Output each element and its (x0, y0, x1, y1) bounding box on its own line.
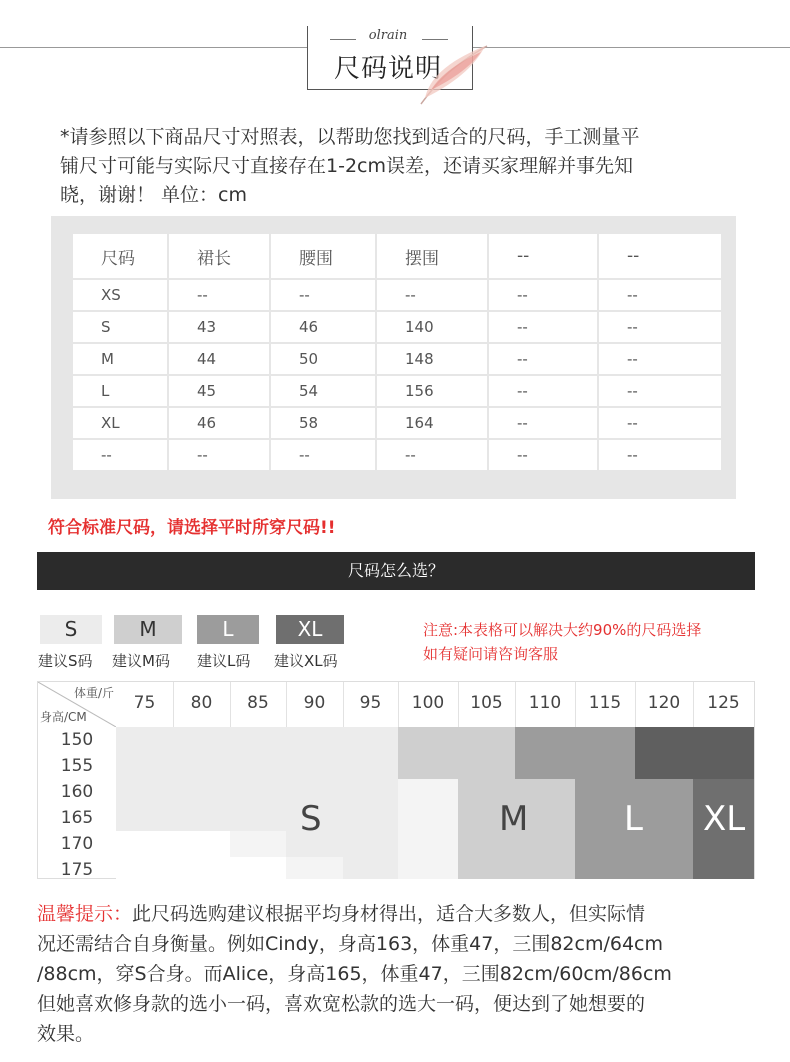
table-cell: -- (599, 344, 721, 374)
chart-cell (635, 831, 693, 857)
page-title: 尺码说明 (333, 54, 442, 84)
chart-cell (116, 753, 173, 779)
table-cell: -- (377, 280, 487, 310)
tip-line (37, 899, 767, 929)
table-row (73, 344, 721, 374)
chart-cell (173, 805, 230, 831)
size-recommendation-chart (37, 681, 755, 879)
legend-label-m: 建议M码 (112, 652, 170, 670)
table-cell: 46 (271, 312, 375, 342)
height-tick-label: 170 (60, 834, 94, 854)
table-cell: -- (169, 280, 269, 310)
chart-cell (230, 805, 286, 831)
chart-cell (398, 831, 458, 857)
weight-tick-label: 85 (247, 693, 269, 713)
chart-cell (635, 727, 693, 753)
weight-tick-label: 75 (133, 693, 156, 713)
chart-cell (116, 805, 173, 831)
weight-tick-label: 125 (707, 693, 740, 713)
table-row (73, 312, 721, 342)
chart-cell (230, 831, 286, 857)
weight-tick-label: 120 (647, 693, 681, 713)
table-cell: -- (599, 376, 721, 406)
section-title-bar: 尺码怎么选？ (37, 552, 755, 590)
table-cell: -- (73, 440, 167, 470)
tip-line: 但她喜欢修身款的选小一码，喜欢宽松款的选大一码，便达到了她想要的 (37, 993, 646, 1015)
height-tick-label: 165 (60, 808, 94, 828)
chart-cell (116, 779, 173, 805)
chart-cell (515, 857, 575, 879)
table-cell: 45 (169, 376, 269, 406)
table-cell: -- (271, 440, 375, 470)
table-cell: -- (489, 376, 597, 406)
header-separator (343, 682, 344, 727)
weight-tick-label: 105 (470, 693, 503, 713)
corner-height-label: 身高/CM (40, 710, 87, 724)
region-label-s: S (300, 799, 322, 839)
region-label-xl: XL (703, 799, 746, 839)
tip-line: /88cm，穿S合身。而Alice，身高165，体重47，三围82cm/60cm/86cm (37, 963, 672, 985)
legend-swatch-l: L (197, 615, 259, 644)
standard-size-warning: 符合标准尺码，请选择平时所穿尺码!! (48, 518, 336, 538)
weight-tick-label: 80 (190, 693, 213, 713)
header-rule-right (473, 47, 790, 48)
height-tick-label: 150 (60, 730, 94, 750)
legend-label-xl: 建议XL码 (274, 652, 338, 670)
chart-cell (635, 805, 693, 831)
region-label-m: M (499, 799, 529, 839)
corner-weight-label: 体重/斤 (73, 686, 114, 700)
header-separator (575, 682, 576, 727)
height-tick-label: 160 (60, 782, 94, 802)
table-cell: 54 (271, 376, 375, 406)
table-cell: 156 (377, 376, 487, 406)
table-cell: -- (489, 440, 597, 470)
chart-cell (398, 857, 458, 879)
table-cell: 140 (377, 312, 487, 342)
table-header-row (73, 234, 721, 278)
table-cell: L (73, 376, 167, 406)
table-cell: -- (489, 344, 597, 374)
weight-tick-label: 100 (411, 693, 445, 713)
chart-cell (398, 727, 458, 753)
header-separator (230, 682, 231, 727)
table-cell: -- (489, 280, 597, 310)
table-cell: M (73, 344, 167, 374)
table-cell: -- (599, 408, 721, 438)
header-rule-left (0, 47, 307, 48)
header-separator (693, 682, 694, 727)
tip-line: 况还需结合自身衡量。例如Cindy，身高163，体重47，三围82cm/64cm (37, 933, 663, 955)
chart-cell (398, 805, 458, 831)
chart-cell (116, 727, 173, 753)
legend-swatch-xl: XL (276, 615, 344, 644)
chart-cell (343, 753, 398, 779)
legend-swatch-m: M (114, 615, 182, 644)
note-line: 如有疑问请咨询客服 (423, 645, 559, 663)
table-cell: 46 (169, 408, 269, 438)
chart-cell (116, 831, 173, 857)
table-cell: -- (377, 440, 487, 470)
legend-label-s: 建议S码 (38, 652, 93, 670)
table-cell: XL (73, 408, 167, 438)
chart-cell (398, 753, 458, 779)
table-cell: 58 (271, 408, 375, 438)
chart-cell (173, 727, 230, 753)
header-separator (286, 682, 287, 727)
chart-corner (38, 682, 116, 727)
header-cell: 尺码 (73, 234, 167, 278)
tip-line: 效果。 (37, 1023, 95, 1045)
chart-cell (693, 857, 754, 879)
table-cell: -- (271, 280, 375, 310)
chart-cell (173, 753, 230, 779)
chart-cell (693, 727, 754, 753)
weight-tick-label: 90 (303, 693, 326, 713)
table-cell: 43 (169, 312, 269, 342)
table-cell: XS (73, 280, 167, 310)
chart-cell (343, 727, 398, 753)
table-cell: -- (489, 408, 597, 438)
header-cell: -- (599, 234, 721, 278)
chart-cell (458, 857, 515, 879)
height-tick-label: 175 (60, 860, 94, 880)
chart-cell (116, 857, 173, 879)
table-cell: -- (169, 440, 269, 470)
chart-cell (230, 727, 286, 753)
intro-line: 铺尺寸可能与实际尺寸直接存在1-2cm误差，还请买家理解并事先知 (60, 155, 633, 177)
tip-text (37, 899, 767, 1049)
chart-cell (343, 831, 398, 857)
weight-tick-label: 95 (359, 693, 382, 713)
chart-cell (515, 753, 575, 779)
chart-cell (635, 857, 693, 879)
chart-cell (458, 753, 515, 779)
tip-line-text: 此尺码选购建议根据平均身材得出，适合大多数人，但实际情 (132, 903, 646, 925)
region-label-l: L (624, 799, 643, 839)
size-table (71, 232, 723, 472)
table-cell: -- (489, 312, 597, 342)
header-cell: 摆围 (377, 234, 487, 278)
header-separator (515, 682, 516, 727)
legend-label-l: 建议L码 (197, 652, 251, 670)
chart-cell (575, 753, 635, 779)
table-cell: -- (599, 312, 721, 342)
table-row (73, 280, 721, 310)
chart-cell (343, 857, 398, 879)
legend-swatch-s: S (40, 615, 102, 644)
table-cell: -- (599, 280, 721, 310)
table-row (73, 408, 721, 438)
table-cell: 44 (169, 344, 269, 374)
chart-cell (286, 727, 343, 753)
chart-cell (343, 779, 398, 805)
feather-icon (415, 40, 495, 108)
chart-cell (230, 753, 286, 779)
chart-cell (635, 753, 693, 779)
height-tick-label: 155 (60, 756, 94, 776)
table-cell: S (73, 312, 167, 342)
header-separator (398, 682, 399, 727)
table-row (73, 440, 721, 470)
weight-tick-label: 110 (528, 693, 562, 713)
table-cell: -- (599, 440, 721, 470)
intro-line: 晓，谢谢！ 单位：cm (60, 184, 247, 206)
table-cell: 164 (377, 408, 487, 438)
chart-cell (343, 805, 398, 831)
header-separator (458, 682, 459, 727)
chart-cell (230, 857, 286, 879)
table-row (73, 376, 721, 406)
note-text (423, 618, 701, 666)
tip-label: 温馨提示： (37, 903, 133, 925)
chart-cell (458, 727, 515, 753)
header-separator (635, 682, 636, 727)
intro-line: *请参照以下商品尺寸对照表，以帮助您找到适合的尺码，手工测量平 (60, 126, 640, 148)
chart-cell (398, 779, 458, 805)
chart-cell (575, 727, 635, 753)
chart-cell (173, 779, 230, 805)
chart-cell (515, 727, 575, 753)
chart-cell (693, 753, 754, 779)
table-cell: 50 (271, 344, 375, 374)
chart-cell (286, 857, 343, 879)
chart-cell (230, 779, 286, 805)
chart-cell (635, 779, 693, 805)
header-cell: 腰围 (271, 234, 375, 278)
chart-cell (173, 857, 230, 879)
header-cell: 裙长 (169, 234, 269, 278)
brand-logo: olrain (368, 28, 408, 43)
table-cell: 148 (377, 344, 487, 374)
size-table-panel (51, 216, 736, 499)
chart-cell (575, 857, 635, 879)
chart-cell (173, 831, 230, 857)
header-cell: -- (489, 234, 597, 278)
header-separator (173, 682, 174, 727)
intro-text (60, 123, 760, 210)
weight-tick-label: 115 (588, 693, 622, 713)
chart-cell (286, 753, 343, 779)
note-line: 注意:本表格可以解决大约90%的尺码选择 (423, 621, 702, 639)
